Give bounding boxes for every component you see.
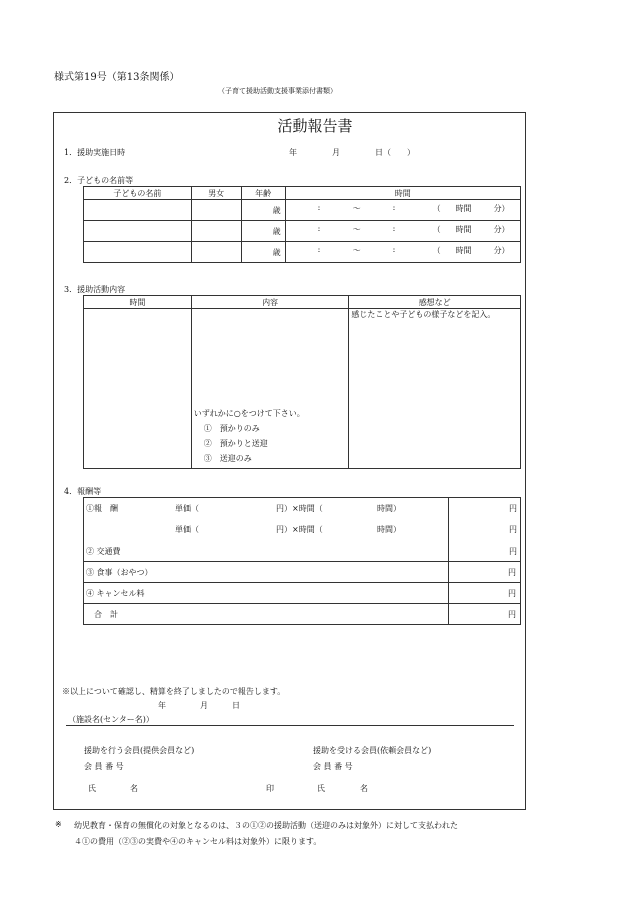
hours-close-label: 時間） bbox=[377, 525, 401, 534]
total-amount-cell[interactable]: 円 bbox=[449, 604, 521, 625]
choice-prompt: いずれかに○をつけて下さい。 bbox=[193, 409, 305, 418]
unit-price-label: 単価（ bbox=[175, 525, 199, 534]
provider-name-a: 氏 bbox=[88, 784, 96, 793]
child-name-cell[interactable] bbox=[84, 200, 192, 221]
unit-price-label: 単価（ bbox=[175, 504, 199, 513]
provider-number-label: 会 員 番 号 bbox=[84, 762, 124, 771]
confirmation-statement: ※以上について確認し、精算を終了しましたので報告します。 bbox=[62, 687, 286, 696]
col-activity-content: 内容 bbox=[191, 296, 349, 309]
total-label: 合 計 bbox=[84, 604, 449, 625]
seal-mark: 印 bbox=[266, 784, 274, 793]
page-title: 活動報告書 bbox=[277, 117, 353, 135]
children-table bbox=[83, 186, 521, 263]
time-cell[interactable]: : 〜 : （ 時間 分） bbox=[285, 221, 520, 242]
footnote-line1: 幼児教育・保育の無償化の対象となるのは、３の①②の援助活動（送迎のみは対象外）に対して支払われた bbox=[74, 821, 458, 830]
child-name-cell[interactable] bbox=[84, 242, 192, 263]
meal-label: ③ 食事（おやつ） bbox=[84, 562, 449, 583]
table-row bbox=[84, 309, 521, 469]
time-cell[interactable]: : 〜 : （ 時間 分） bbox=[285, 242, 520, 263]
time-cell[interactable]: : 〜 : （ 時間 分） bbox=[285, 200, 520, 221]
age-cell[interactable]: 歳 bbox=[241, 200, 285, 221]
impressions-hint: 感じたことや子どもの様子などを記入。 bbox=[351, 310, 496, 319]
receiver-label: 援助を受ける会員(依頼会員など) bbox=[313, 746, 432, 755]
choice-option[interactable]: ② 預かりと送迎 bbox=[203, 439, 268, 448]
cancel-amount-cell[interactable]: 円 bbox=[449, 583, 521, 604]
section4-label: 4．報酬等 bbox=[64, 487, 102, 496]
table-row bbox=[84, 200, 521, 221]
section1-label: 1．援助実施日時 bbox=[64, 148, 126, 157]
col-activity-time: 時間 bbox=[84, 296, 192, 309]
reward-table bbox=[83, 497, 521, 625]
col-time: 時間 bbox=[285, 187, 520, 200]
reward-cell bbox=[84, 498, 449, 562]
child-name-cell[interactable] bbox=[84, 221, 192, 242]
choice-option[interactable]: ③ 送迎のみ bbox=[203, 454, 252, 463]
reward-label: ①報 酬 bbox=[86, 504, 118, 513]
confirm-month: 月 bbox=[200, 701, 208, 710]
col-gender: 男女 bbox=[191, 187, 241, 200]
receiver-name-a: 氏 bbox=[317, 784, 325, 793]
gender-cell[interactable] bbox=[191, 200, 241, 221]
facility-underline bbox=[66, 725, 514, 726]
yen-times-label: 円）×時間（ bbox=[276, 504, 323, 513]
gender-cell[interactable] bbox=[191, 221, 241, 242]
provider-name-b: 名 bbox=[130, 784, 138, 793]
table-row bbox=[84, 221, 521, 242]
footnote-line2: ４①の費用（②③の実費や④のキャンセル料は対象外）に限ります。 bbox=[74, 837, 322, 846]
col-impressions: 感想など bbox=[349, 296, 521, 309]
confirm-year: 年 bbox=[158, 701, 166, 710]
cancel-label: ④ キャンセル料 bbox=[84, 583, 449, 604]
transport-label: ② 交通費 bbox=[86, 547, 121, 556]
yen-unit: 円 bbox=[509, 504, 517, 513]
hours-close-label: 時間） bbox=[377, 504, 401, 513]
activity-time-cell[interactable] bbox=[84, 309, 192, 469]
confirm-day: 日 bbox=[232, 701, 240, 710]
receiver-number-label: 会 員 番 号 bbox=[313, 762, 353, 771]
age-cell[interactable]: 歳 bbox=[241, 221, 285, 242]
impressions-cell[interactable] bbox=[349, 309, 521, 469]
age-cell[interactable]: 歳 bbox=[241, 242, 285, 263]
col-age: 年齢 bbox=[241, 187, 285, 200]
meal-amount-cell[interactable]: 円 bbox=[449, 562, 521, 583]
activity-table bbox=[83, 295, 521, 469]
footnote-mark: ※ bbox=[55, 820, 62, 829]
date-day: 日（ ） bbox=[375, 148, 415, 157]
form-note: （子育て援助活動支援事業添付書類） bbox=[218, 87, 337, 95]
yen-unit: 円 bbox=[509, 547, 517, 556]
gender-cell[interactable] bbox=[191, 242, 241, 263]
facility-name: （施設名(センター名)） bbox=[68, 715, 154, 724]
provider-label: 援助を行う会員(提供会員など) bbox=[84, 746, 195, 755]
choice-option[interactable]: ① 預かりのみ bbox=[203, 424, 260, 433]
yen-unit: 円 bbox=[509, 525, 517, 534]
form-number: 様式第19号（第13条関係） bbox=[54, 72, 180, 83]
activity-content-cell[interactable] bbox=[191, 309, 349, 469]
date-year: 年 bbox=[289, 148, 297, 157]
section2-label: 2．子どもの名前等 bbox=[64, 176, 134, 185]
section3-label: 3．援助活動内容 bbox=[64, 285, 126, 294]
receiver-name-b: 名 bbox=[360, 784, 368, 793]
yen-times-label: 円）×時間（ bbox=[276, 525, 323, 534]
reward-amount-cell[interactable] bbox=[449, 498, 521, 562]
date-month: 月 bbox=[332, 148, 340, 157]
table-row bbox=[84, 242, 521, 263]
col-child-name: 子どもの名前 bbox=[84, 187, 192, 200]
